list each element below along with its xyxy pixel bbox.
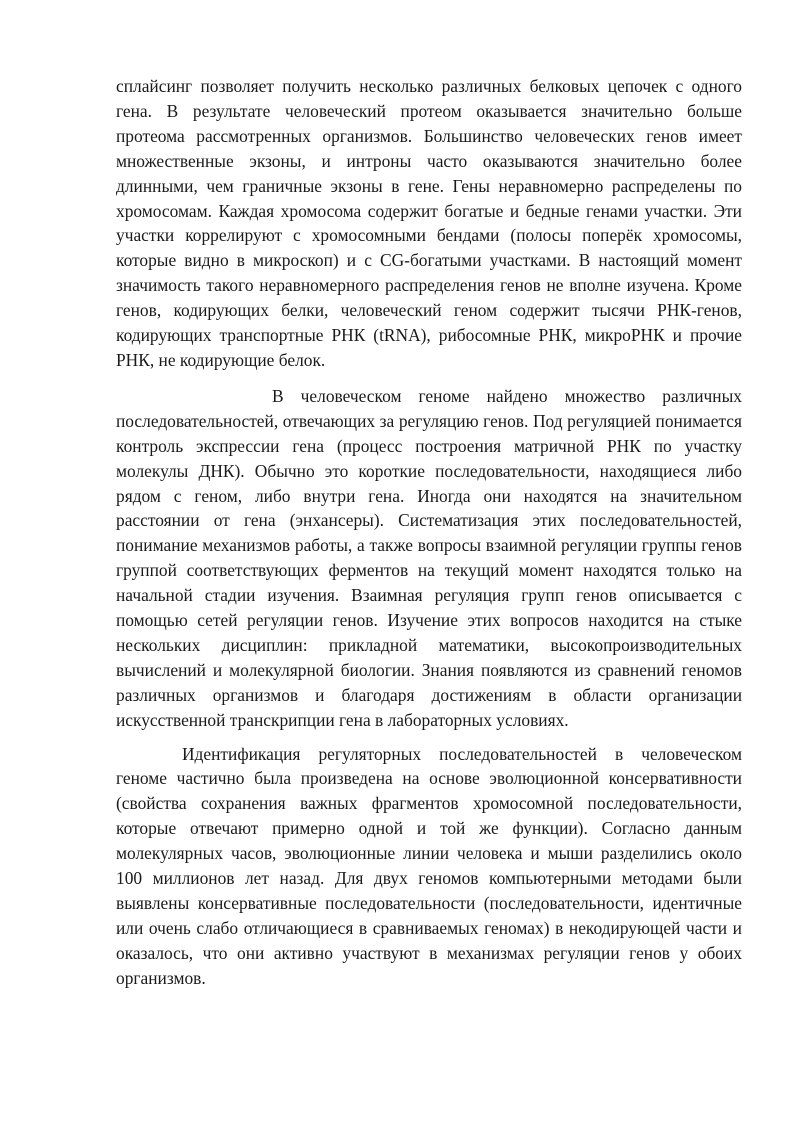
paragraph-splicing: сплайсинг позволяет получить несколько различных белковых цепочек с одного гена. В результате человеческий протеом оказывается значительно больше протеома рассмотренных организмов. Большинство человеческих генов имеет множественные экзоны, и интроны часто оказываются значительно более длинными, чем граничные экзоны в гене. Гены неравномерно распределены по хромосомам. Каждая хромосома содержит богатые и бедные генами участки. Эти участки коррелируют с хромосомными бендами (полосы поперёк хромосомы, которые видно в микроскоп) и с CG-богатыми участками. В настоящий момент значимость такого неравномерного распределения генов не вполне изучена. Кроме генов, кодирующих белки, человеческий геном содержит тысячи РНК-генов, кодирующих транспортные РНК (tRNA), рибосомные РНК, микроРНК и прочие РНК, не кодирующие белок. [116,76,742,370]
paragraph-gene-regulation: В человеческом геноме найдено множество различных последовательностей, отвечающих за регуляцию генов. Под регуляцией понимается контроль экспрессии гена (процесс построения матричной РНК по участку молекулы ДНК). Обычно это короткие последовательности, находящиеся либо рядом с геном, либо внутри гена. Иногда они находятся на значительном расстоянии от гена (энхансеры). Систематизация этих последовательностей, понимание механизмов работы, а также вопросы взаимной регуляции группы генов группой соответствующих ферментов на текущий момент находятся только на начальной стадии изучения. Взаимная регуляция групп генов описывается с помощью сетей регуляции генов. Изучение этих вопросов находится на стыке нескольких дисциплин: прикладной математики, высокопроизводительных вычислений и молекулярной биологии. Знания появляются из сравнений геномов различных организмов и благодаря достижениям в области организации искусственной транскрипции гена в лабораторных условиях. [116,385,742,730]
paragraph-regulatory-identification: Идентификация регуляторных последовательностей в человеческом геноме частично была произведена на основе эволюционной консервативности (свойства сохранения важных фрагментов хромосомной последовательности, которые отвечают примерно одной и той же функции). Согласно данным молекулярных часов, эволюционные линии человека и мыши разделились около 100 миллионов лет назад. Для двух геномов компьютерными методами были выявлены консервативные последовательности (последовательности, идентичные или очень слабо отличающиеся в сравниваемых геномах) в некодирующей части и оказалось, что они активно участвуют в механизмах регуляции генов у обоих организмов. [116,743,742,988]
document-page [116,74,742,991]
